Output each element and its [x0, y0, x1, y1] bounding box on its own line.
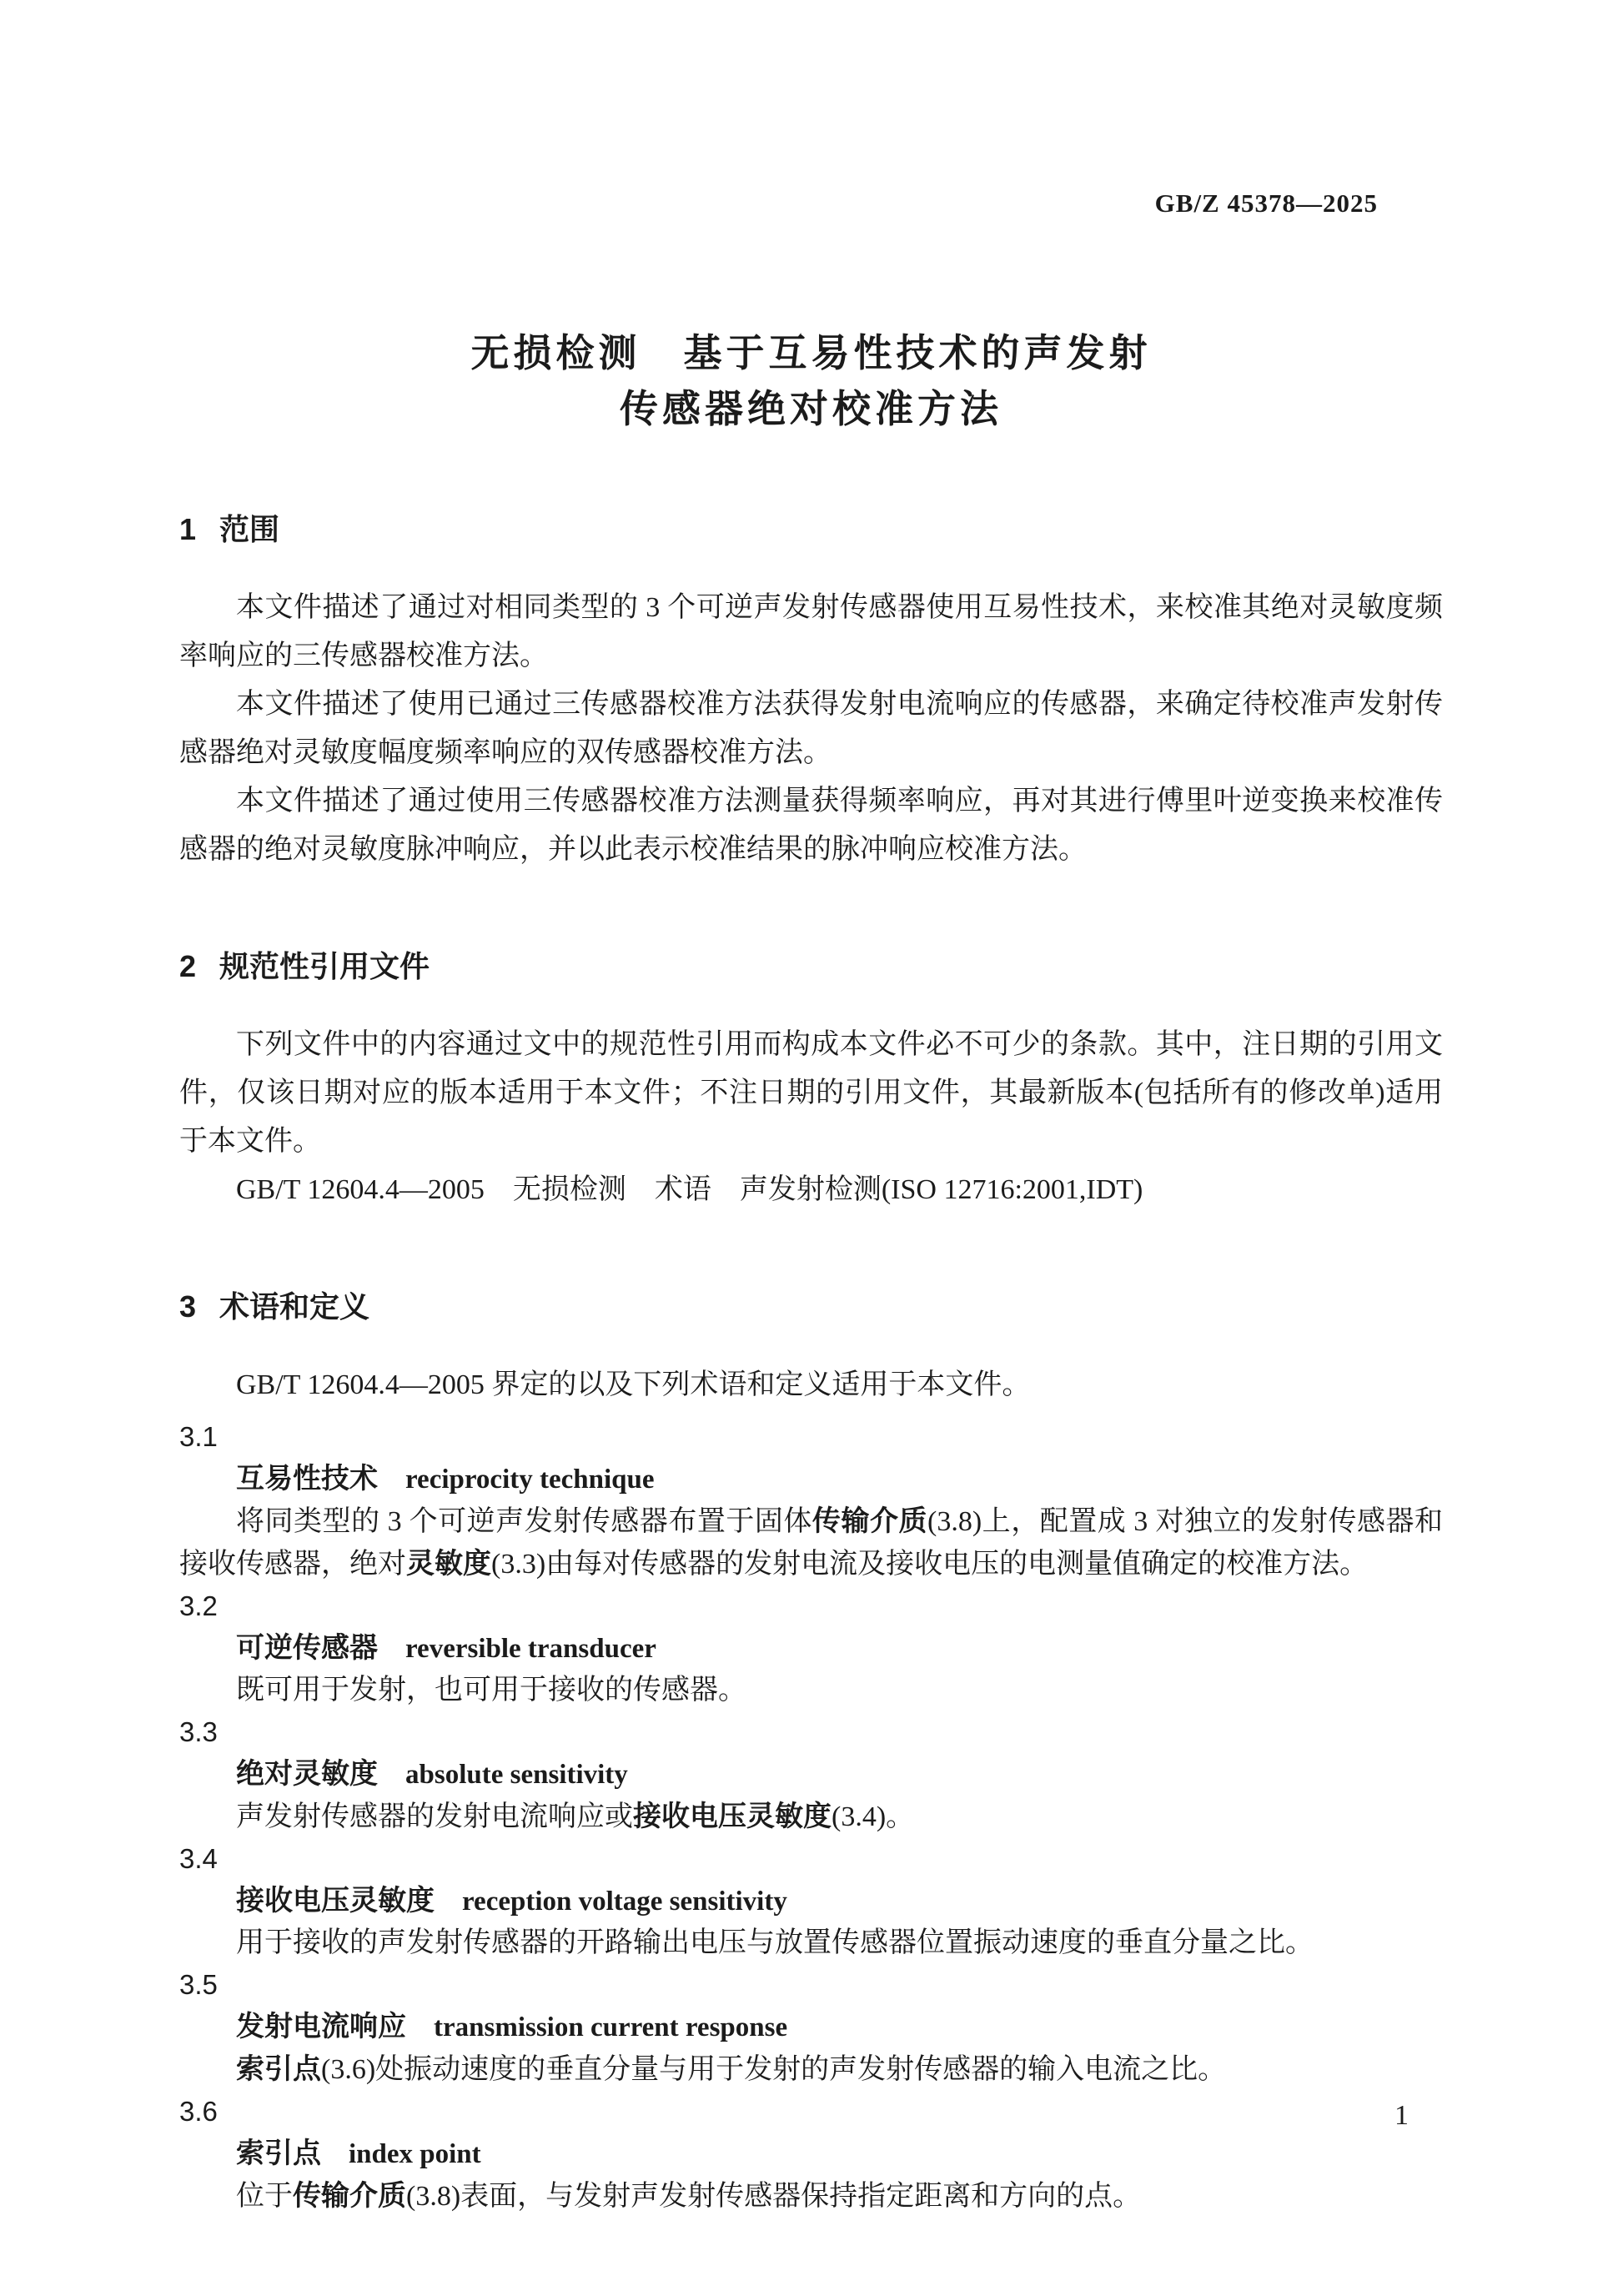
scope-paragraph-1: 本文件描述了通过对相同类型的 3 个可逆声发射传感器使用互易性技术，来校准其绝对灵敏度频率响应的三传感器校准方法。 [179, 592, 1443, 671]
references-paragraph: 下列文件中的内容通过文中的规范性引用而构成本文件必不可少的条款。其中，注日期的引用文件，仅该日期对应的版本适用于本文件；不注日期的引用文件，其最新版本(包括所有的修改单)适用于本文件。 [179, 1029, 1443, 1157]
section-2-heading [179, 949, 1443, 984]
definition-text: 位于 [236, 2181, 293, 2212]
term-3-2-name-cn: 可逆传感器 [236, 1632, 378, 1664]
title-line-1: 无损检测 基于互易性技术的声发射 [470, 331, 1152, 374]
term-3-4-name [236, 1880, 1443, 1922]
terms-intro: GB/T 12604.4—2005 界定的以及下列术语和定义适用于本文件。 [236, 1369, 1031, 1400]
term-3-5-name-en: transmission current response [434, 2012, 788, 2042]
definition-text: 用于接收的声发射传感器的开路输出电压与放置传感器位置振动速度的垂直分量之比。 [236, 1927, 1314, 1958]
section-2-number: 2 [179, 949, 197, 983]
definition-text: (3.6)处振动速度的垂直分量与用于发射的声发射传感器的输入电流之比。 [321, 2054, 1227, 2085]
term-3-6-name-en: index point [349, 2139, 481, 2169]
section-scope [179, 512, 1443, 874]
term-3-2-name [236, 1627, 1443, 1670]
scope-paragraph-3: 本文件描述了通过使用三传感器校准方法测量获得频率响应，再对其进行傅里叶逆变换来校准传感器的绝对灵敏度脉冲响应，并以此表示校准结果的脉冲响应校准方法。 [179, 786, 1443, 865]
term-3-1-name [236, 1458, 1443, 1500]
term-3-5 [179, 1964, 1443, 2091]
term-3-2-definition [179, 1670, 1443, 1711]
definition-text: (3.3)由每对传感器的发射电流及接收电压的电测量值确定的校准方法。 [491, 1549, 1369, 1580]
term-3-4-name-en: reception voltage sensitivity [462, 1887, 787, 1917]
section-2-title: 规范性引用文件 [219, 949, 430, 983]
term-3-6-number: 3.6 [179, 2096, 218, 2127]
bold-term-ref: 传输介质 [812, 1505, 928, 1537]
definition-text: (3.4)。 [832, 1801, 915, 1832]
term-3-6-name [236, 2133, 1443, 2175]
term-3-3-definition [179, 1796, 1443, 1838]
term-3-3-name-cn: 绝对灵敏度 [236, 1758, 378, 1790]
section-3-title: 术语和定义 [219, 1289, 370, 1324]
bold-term-ref: 索引点 [236, 2053, 321, 2085]
term-3-3-name-en: absolute sensitivity [405, 1760, 628, 1790]
bold-term-ref: 传输介质 [293, 2180, 406, 2212]
definition-text: (3.8)表面，与发射声发射传感器保持指定距离和方向的点。 [406, 2181, 1142, 2212]
term-3-4-name-cn: 接收电压灵敏度 [236, 1885, 435, 1917]
standard-number: GB/Z 45378—2025 [1154, 188, 1378, 218]
scope-paragraph-2: 本文件描述了使用已通过三传感器校准方法获得发射电流响应的传感器，来确定待校准声发射传感器绝对灵敏度幅度频率响应的双传感器校准方法。 [179, 689, 1443, 768]
term-3-1-number: 3.1 [179, 1421, 218, 1452]
bold-term-ref: 接收电压灵敏度 [633, 1801, 832, 1832]
section-1-title: 范围 [219, 512, 280, 546]
page-number: 1 [1394, 2100, 1409, 2131]
term-3-3 [179, 1711, 1443, 1838]
term-3-1-definition [179, 1500, 1443, 1585]
section-terms-definitions [179, 1289, 1443, 2218]
section-1-number: 1 [179, 512, 197, 546]
term-3-2 [179, 1585, 1443, 1711]
term-3-2-number: 3.2 [179, 1590, 218, 1621]
term-3-6-definition [179, 2175, 1443, 2218]
terms-list [179, 1416, 1443, 2218]
term-3-5-definition [179, 2048, 1443, 2091]
term-3-5-name-cn: 发射电流响应 [236, 2011, 406, 2042]
section-3-number: 3 [179, 1289, 197, 1324]
term-3-5-number: 3.5 [179, 1969, 218, 2000]
term-3-4-number: 3.4 [179, 1843, 218, 1874]
bold-term-ref: 灵敏度 [406, 1548, 491, 1580]
term-3-5-name [236, 2006, 1443, 2048]
term-3-6-name-cn: 索引点 [236, 2138, 321, 2169]
section-2-body [179, 1021, 1443, 1214]
term-3-4 [179, 1838, 1443, 1964]
definition-text: 既可用于发射，也可用于接收的传感器。 [236, 1675, 746, 1706]
term-3-6 [179, 2091, 1443, 2218]
section-normative-references [179, 949, 1443, 1214]
document-title [179, 325, 1443, 437]
term-3-3-number: 3.3 [179, 1716, 218, 1747]
term-3-1-name-en: reciprocity technique [405, 1465, 655, 1495]
section-1-body [179, 584, 1443, 874]
definition-text: 声发射传感器的发射电流响应或 [236, 1801, 633, 1832]
title-line-2: 传感器绝对校准方法 [620, 387, 1002, 430]
term-3-1 [179, 1416, 1443, 1585]
term-3-2-name-en: reversible transducer [405, 1634, 656, 1664]
definition-text: (3.8)上，配置成 3 对独立的发射传感器和接收传感器，绝对 [179, 1506, 1444, 1580]
term-3-4-definition [179, 1922, 1443, 1964]
section-3-heading [179, 1289, 1443, 1324]
definition-text: 将同类型的 3 个可逆声发射传感器布置于固体 [236, 1506, 812, 1537]
reference-entry: GB/T 12604.4—2005 无损检测 术语 声发射检测(ISO 12716:2001,IDT) [236, 1174, 1143, 1205]
term-3-3-name [236, 1753, 1443, 1796]
term-3-1-name-cn: 互易性技术 [236, 1463, 378, 1495]
section-1-heading [179, 512, 1443, 547]
page-content [0, 188, 1623, 2218]
